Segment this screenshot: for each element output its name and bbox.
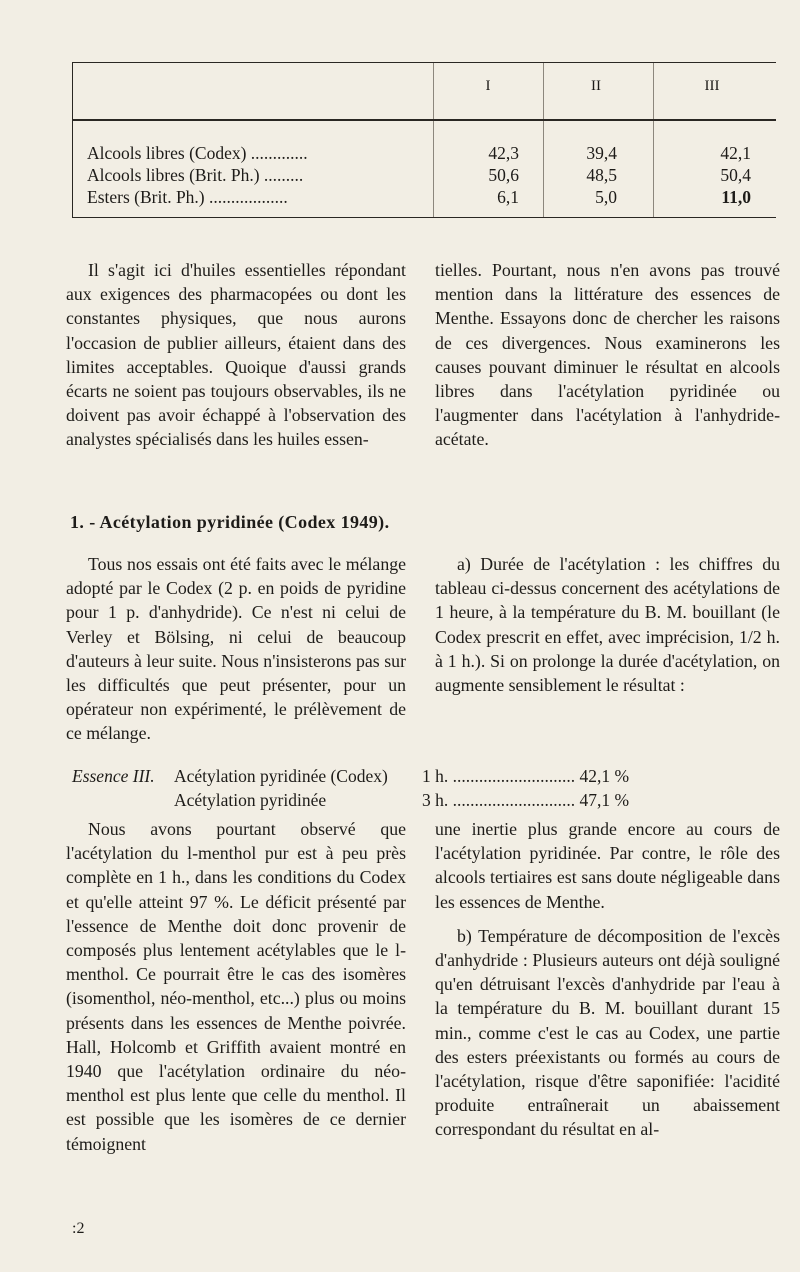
column-header-2: II bbox=[591, 78, 601, 94]
left-bottom-paragraph bbox=[66, 817, 406, 1156]
table-divider bbox=[543, 63, 544, 217]
table-divider bbox=[653, 63, 654, 217]
page-number: :2 bbox=[72, 1220, 85, 1237]
right-mid-paragraph bbox=[435, 552, 780, 697]
essence-line1-result: 1 h. ............................ 42,1 % bbox=[422, 766, 630, 786]
row-value: 11,0 bbox=[721, 187, 751, 207]
paragraph-text: b) Température de décomposition de l'excès d'anhydride : Plusieurs auteurs ont déjà souligné qu'en détruisant l'excès d'anhydride par l'eau à la température du B. M. bouillant durant 15 min., comme c'est le cas au Codex, une partie des esters préexistants ou formés au cours de l'acétylation, risque d'être saponifiée: l'acidité produite entraînerait un abaissement correspondant du résultat en al- bbox=[435, 925, 780, 1140]
row-label: Alcools libres (Brit. Ph.) ......... bbox=[87, 165, 304, 185]
row-value: 5,0 bbox=[595, 187, 617, 207]
paragraph-text: Il s'agit ici d'huiles essentielles répondant aux exigences des pharmacopées ou dont les constantes physiques, que nous aurons l'occasion de publier ailleurs, étaient dans des limites acceptables. Quoique d'aussi grands écarts ne soient pas toujours observables, ils ne doivent pas avoir échappé à l'observation des analystes spécialisés dans les huiles essen- bbox=[66, 260, 406, 450]
paragraph-text: une inertie plus grande encore au cours de l'acétylation pyridinée. Par contre, le rôle des alcools tertiaires est sans doute négligeable dans les essences de Menthe. bbox=[435, 819, 780, 912]
right-bottom-column bbox=[435, 817, 780, 1142]
paragraph-text: a) Durée de l'acétylation : les chiffres du tableau ci-dessus concernent des acétylations de 1 heure, à la température du B. M. bouillant (le Codex prescrit en effet, avec imprécision, 1/2 h. à 1 h.). Si on prolonge la durée d'acétylation, on augmente sensiblement le résultat : bbox=[435, 554, 780, 696]
results-table bbox=[72, 62, 776, 218]
table-divider bbox=[433, 63, 434, 217]
row-label: Esters (Brit. Ph.) .................. bbox=[87, 187, 288, 207]
paragraph-text: tielles. Pourtant, nous n'en avons pas trouvé mention dans la littérature des essences de Menthe. Essayons donc de chercher les raisons de ces divergences. Nous examinerons les causes pouvant diminuer le résultat en alcools libres dans l'acétylation pyridinée ou l'augmenter dans l'acétylation à l'anhydride-acétate. bbox=[435, 260, 780, 450]
section-heading: 1. - Acétylation pyridinée (Codex 1949). bbox=[70, 512, 390, 532]
table-rule bbox=[73, 119, 776, 121]
paragraph-text: Nous avons pourtant observé que l'acétylation du l-menthol pur est à peu près complète en 1 h., dans les conditions du Codex et qu'elle atteint 97 %. Le déficit présenté par l'essence de Menthe doit donc provenir de composés plus lentement acétylables que le l-menthol. Ce pourrait être le cas des isomères (isomenthol, néo-menthol, etc...) plus ou moins présents dans les essences de Menthe poivrée. Hall, Holcomb et Griffith avaient montré en 1940 que l'acétylation ordinaire du néo-menthol est plus lente que celle du menthol. Il est possible que les isomères de ce dernier témoignent bbox=[66, 819, 406, 1154]
row-value: 39,4 bbox=[586, 143, 617, 163]
essence-line2: Acétylation pyridinée bbox=[174, 790, 327, 810]
right-intro-paragraph bbox=[435, 258, 780, 452]
row-value: 48,5 bbox=[586, 165, 617, 185]
row-value: 42,1 bbox=[720, 143, 751, 163]
column-header-1: I bbox=[485, 78, 491, 94]
essence-label: Essence III. bbox=[72, 766, 155, 786]
essence-line2-result: 3 h. ............................ 47,1 % bbox=[422, 790, 630, 810]
row-value: 50,4 bbox=[720, 165, 751, 185]
paragraph-text: Tous nos essais ont été faits avec le mélange adopté par le Codex (2 p. en poids de pyridine pour 1 p. d'anhydride). Ce n'est ni celui de Verley et Bölsing, ni celui de beaucoup d'auteurs à leur suite. Nous n'insisterons pas sur les difficultés que peut présenter, pour un opérateur non expérimenté, le prélèvement de ce mélange. bbox=[66, 554, 406, 744]
left-intro-paragraph bbox=[66, 258, 406, 452]
row-value: 42,3 bbox=[488, 143, 519, 163]
row-value: 50,6 bbox=[488, 165, 519, 185]
column-header-3: III bbox=[704, 78, 720, 94]
row-value: 6,1 bbox=[497, 187, 519, 207]
essence-line1: Acétylation pyridinée (Codex) bbox=[174, 766, 388, 786]
row-label: Alcools libres (Codex) ............. bbox=[87, 143, 308, 163]
left-mid-paragraph bbox=[66, 552, 406, 746]
